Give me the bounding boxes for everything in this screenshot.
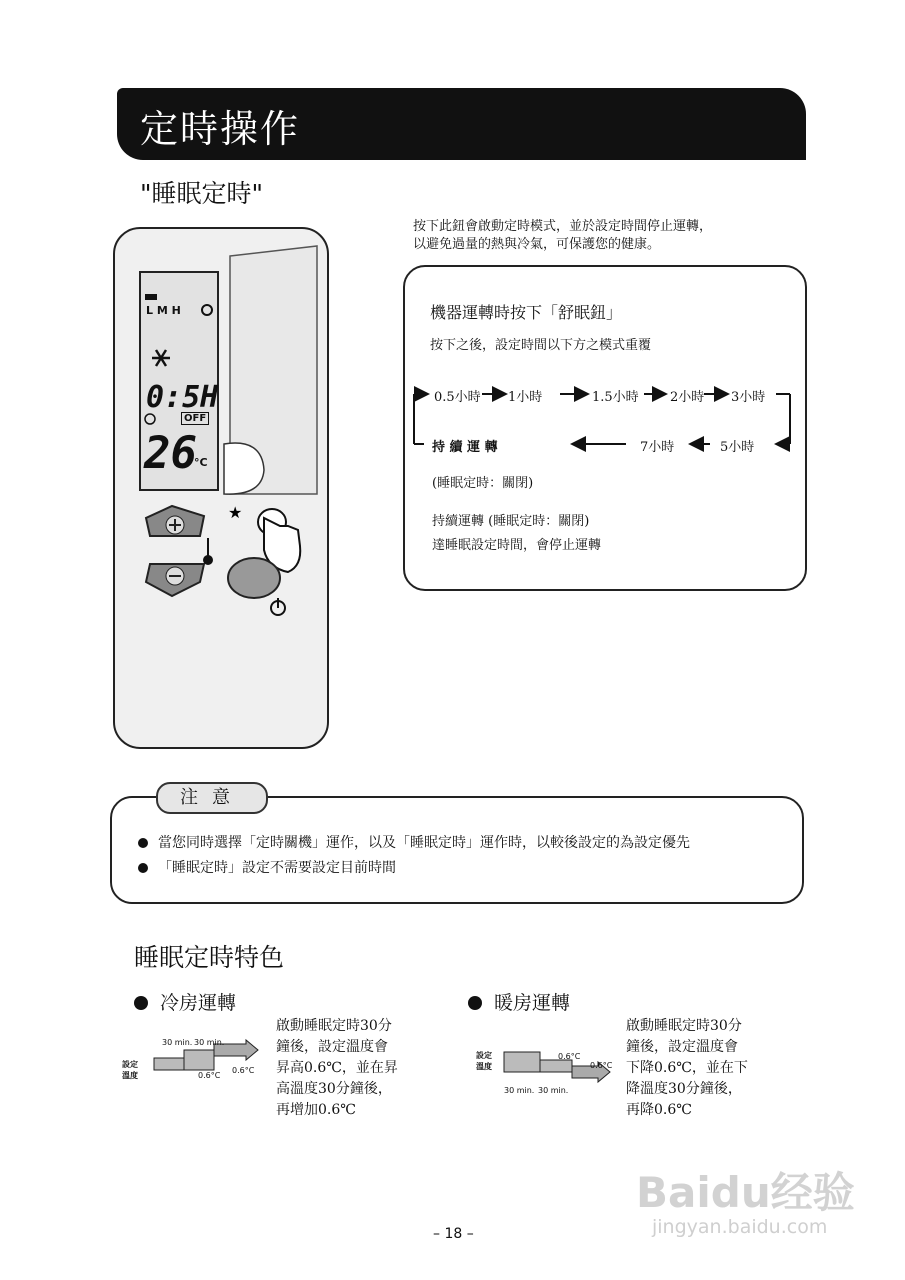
flow-step: 7小時 xyxy=(640,440,675,455)
heating-description: 啟動睡眠定時30分 鐘後，設定溫度會 下降0.6℃，並在下 降溫度30分鐘後， 再降0.6℃ xyxy=(626,1018,748,1118)
flow-note: (睡眠定時：關閉) xyxy=(432,476,534,491)
caution-item: 當您同時選擇「定時關機」運作，以及「睡眠定時」運作時，以較後設定的為設定優先 xyxy=(138,832,690,852)
flow-step: 2小時 xyxy=(670,390,705,405)
flow-step: 1.5小時 xyxy=(592,390,639,405)
caution-item: 「睡眠定時」設定不需要設定目前時間 xyxy=(138,857,396,877)
diagram-label: 30 min. xyxy=(538,1086,569,1095)
diagram-label: 設定 xyxy=(476,1051,492,1060)
flow-step: 5小時 xyxy=(720,440,755,455)
heating-heading: 暖房運轉 xyxy=(468,988,570,1015)
off-indicator: OFF xyxy=(181,412,209,425)
diagram-label: 溫度 xyxy=(122,1071,138,1080)
timer-display: 0:5H xyxy=(146,380,219,415)
diagram-label: 0.6°C xyxy=(198,1071,221,1080)
flow-title: 機器運轉時按下「舒眠鈕」 xyxy=(430,303,623,322)
flow-step: 1小時 xyxy=(508,390,543,405)
page-title: 定時操作 xyxy=(140,107,301,151)
watermark-url: jingyan.baidu.com xyxy=(652,1216,828,1238)
caution-label: 注意 xyxy=(156,782,268,814)
diagram-label: 溫度 xyxy=(476,1062,492,1071)
flow-step: 0.5小時 xyxy=(434,390,481,405)
watermark-logo: Baidu经验 xyxy=(636,1168,855,1217)
diagram-label: 30 min. xyxy=(162,1038,193,1047)
flow-step: 持 續 運 轉 xyxy=(432,440,498,455)
page-number: – 18 – xyxy=(433,1226,474,1242)
temperature-display: 26 xyxy=(144,428,197,479)
diagram-label: 0.6°C xyxy=(232,1066,255,1075)
section-subtitle: "睡眠定時" xyxy=(140,179,263,208)
intro-text: 按下此鈕會啟動定時模式，並於設定時間停止運轉， 以避免過量的熱與冷氣，可保護您的健康。 xyxy=(413,219,713,252)
diagram-label: 30 min. xyxy=(194,1038,225,1047)
diagram-label: 0.6°C xyxy=(590,1061,613,1070)
flow-note: 達睡眠設定時間，會停止運轉 xyxy=(432,538,602,553)
diagram-label: 30 min. xyxy=(504,1086,535,1095)
cooling-heading: 冷房運轉 xyxy=(134,988,236,1015)
flow-subtitle: 按下之後，設定時間以下方之模式重覆 xyxy=(430,338,652,353)
features-title: 睡眠定時特色 xyxy=(134,943,285,972)
flow-note: 持續運轉 (睡眠定時：關閉) xyxy=(432,514,590,529)
moon-star-icon: ★ xyxy=(228,503,243,522)
diagram-label: 設定 xyxy=(122,1060,138,1069)
diagram-label: 0.6°C xyxy=(558,1052,581,1061)
flow-step: 3小時 xyxy=(731,390,766,405)
cooling-description: 啟動睡眠定時30分 鐘後，設定溫度會 昇高0.6℃，並在昇 高溫度30分鐘後， 再增加0.6℃ xyxy=(276,1018,398,1118)
temperature-unit: °C xyxy=(194,456,208,469)
fan-speed-label: L M H xyxy=(146,304,181,317)
